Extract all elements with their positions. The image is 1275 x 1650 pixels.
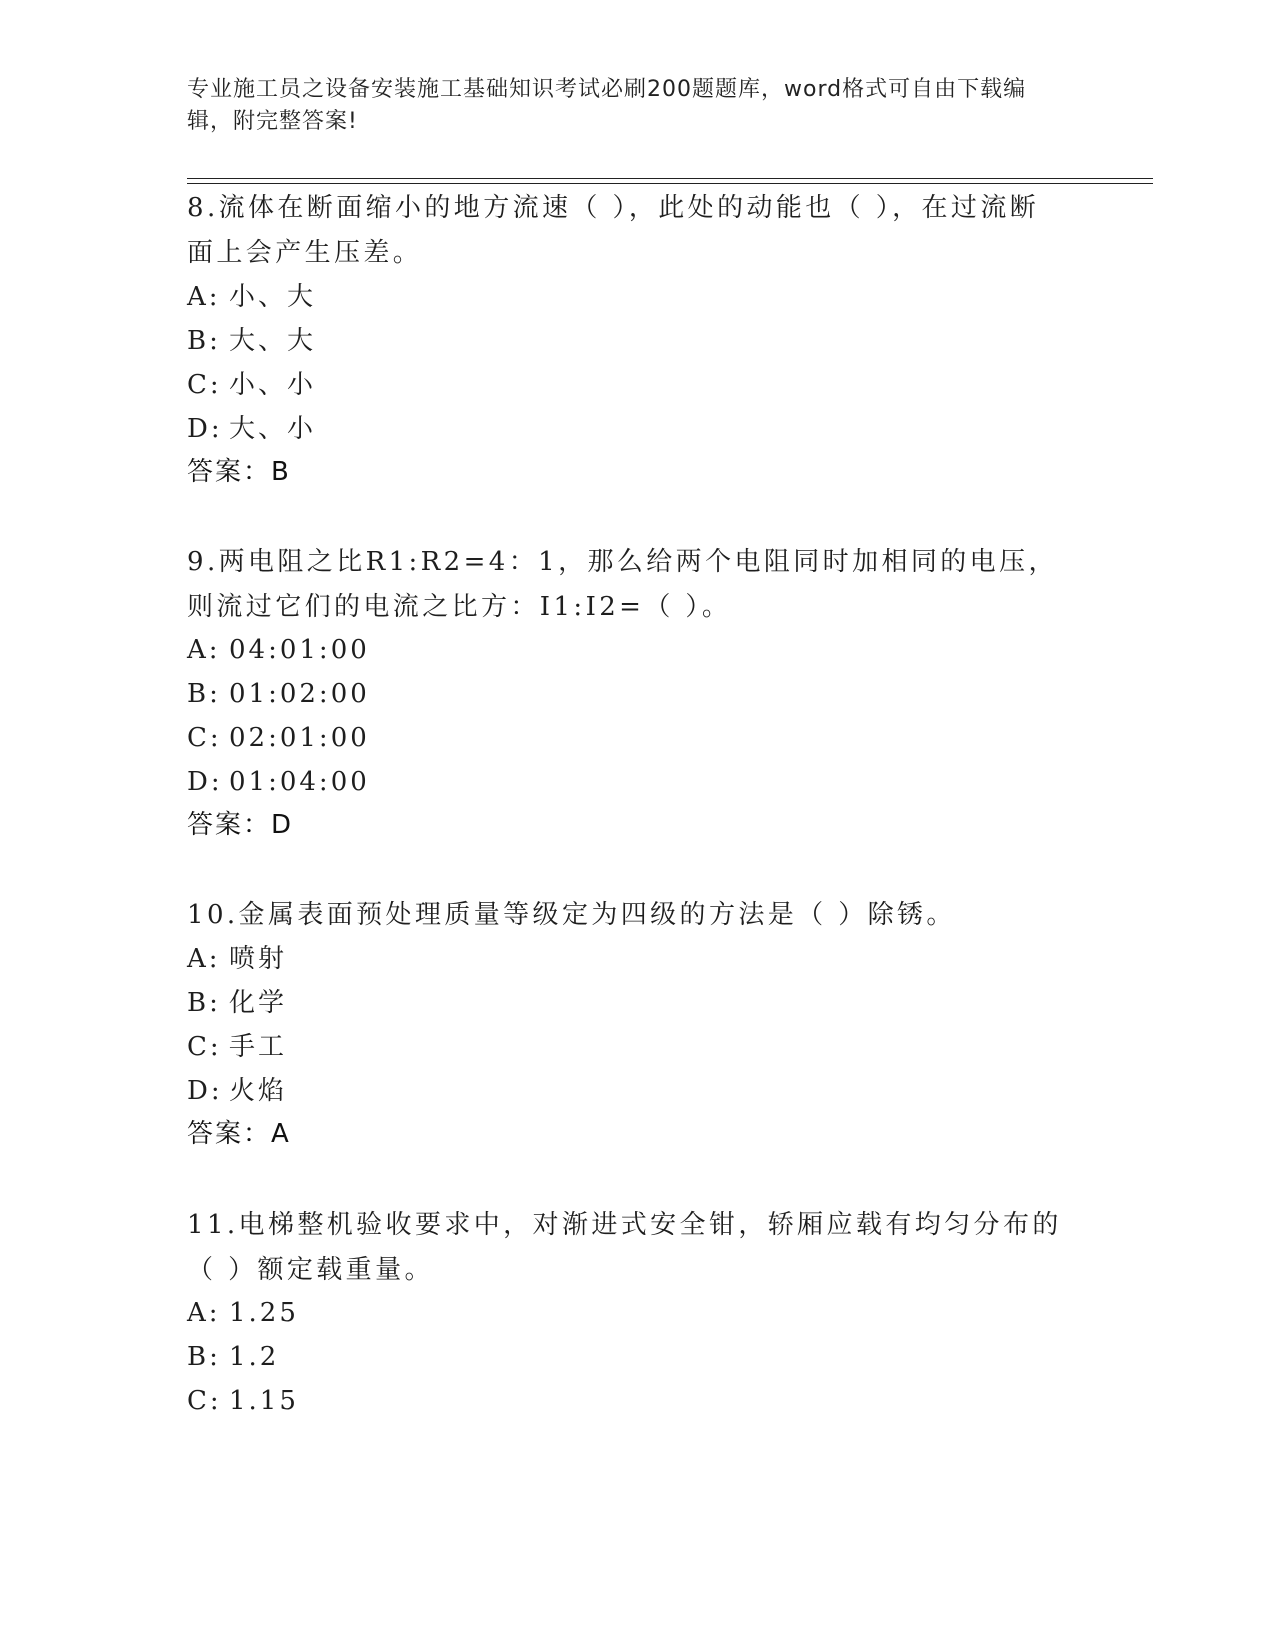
option-key: D:	[187, 414, 223, 444]
question-8-option-d	[187, 407, 1067, 452]
option-text: 化学	[229, 988, 288, 1018]
option-key: C:	[187, 370, 222, 400]
option-key: A:	[187, 635, 221, 665]
option-key: B:	[187, 326, 221, 356]
question-9-option-a	[187, 628, 1067, 673]
question-9-option-b	[187, 672, 1067, 717]
question-11-stem: 11.电梯整机验收要求中，对渐进式安全钳，轿厢应载有均匀分布的（ ）额定载重量。	[187, 1210, 1062, 1285]
question-9-option-c	[187, 716, 1067, 761]
option-text: 02:01:00	[229, 723, 370, 753]
question-10-option-b	[187, 981, 1067, 1026]
option-key: C:	[187, 1032, 222, 1062]
option-key: D:	[187, 1076, 223, 1106]
question-9-option-d	[187, 760, 1067, 805]
option-text: 喷射	[229, 944, 288, 974]
option-text: 小、小	[229, 370, 317, 400]
question-11-option-c	[187, 1379, 1067, 1424]
option-text: 1.15	[229, 1386, 299, 1416]
option-key: A:	[187, 1298, 221, 1328]
option-key: B:	[187, 1342, 221, 1372]
option-text: 04:01:00	[229, 635, 370, 665]
option-key: C:	[187, 1386, 222, 1416]
option-key: D:	[187, 767, 223, 797]
question-10-option-c	[187, 1025, 1067, 1070]
question-10-option-d	[187, 1069, 1067, 1114]
question-8-option-a	[187, 275, 1067, 320]
question-10-stem: 10.金属表面预处理质量等级定为四级的方法是（ ）除锈。	[187, 900, 956, 930]
option-text: 火焰	[229, 1076, 288, 1106]
option-text: 小、大	[229, 282, 317, 312]
header-divider-bottom	[187, 183, 1153, 184]
option-text: 01:02:00	[229, 679, 370, 709]
question-11-option-a	[187, 1291, 1067, 1336]
document-title: 专业施工员之设备安装施工基础知识考试必刷200题题库，word格式可自由下载编辑，附完整答案!	[187, 77, 1027, 134]
question-8-option-c	[187, 363, 1067, 408]
option-text: 手工	[229, 1032, 288, 1062]
option-text: 大、大	[229, 326, 317, 356]
option-text: 1.2	[229, 1342, 280, 1372]
question-8-option-b	[187, 319, 1067, 364]
question-8-answer: 答案：B	[187, 457, 291, 487]
option-text: 大、小	[229, 414, 317, 444]
option-key: C:	[187, 723, 222, 753]
option-key: A:	[187, 282, 221, 312]
question-8-stem: 8.流体在断面缩小的地方流速（ ），此处的动能也（ ），在过流断面上会产生压差。	[187, 193, 1040, 268]
option-key: B:	[187, 988, 221, 1018]
question-9-answer: 答案：D	[187, 810, 294, 840]
question-9-stem: 9.两电阻之比R1:R2=4：1，那么给两个电阻同时加相同的电压，则流过它们的电流之比方：I1:I2=（ ）。	[187, 547, 1058, 622]
option-key: A:	[187, 944, 221, 974]
question-10-answer: 答案：A	[187, 1119, 291, 1149]
header-divider-top	[187, 178, 1153, 179]
option-key: B:	[187, 679, 221, 709]
option-text: 01:04:00	[229, 767, 370, 797]
question-11-option-b	[187, 1335, 1067, 1380]
question-10-option-a	[187, 937, 1067, 982]
option-text: 1.25	[229, 1298, 299, 1328]
